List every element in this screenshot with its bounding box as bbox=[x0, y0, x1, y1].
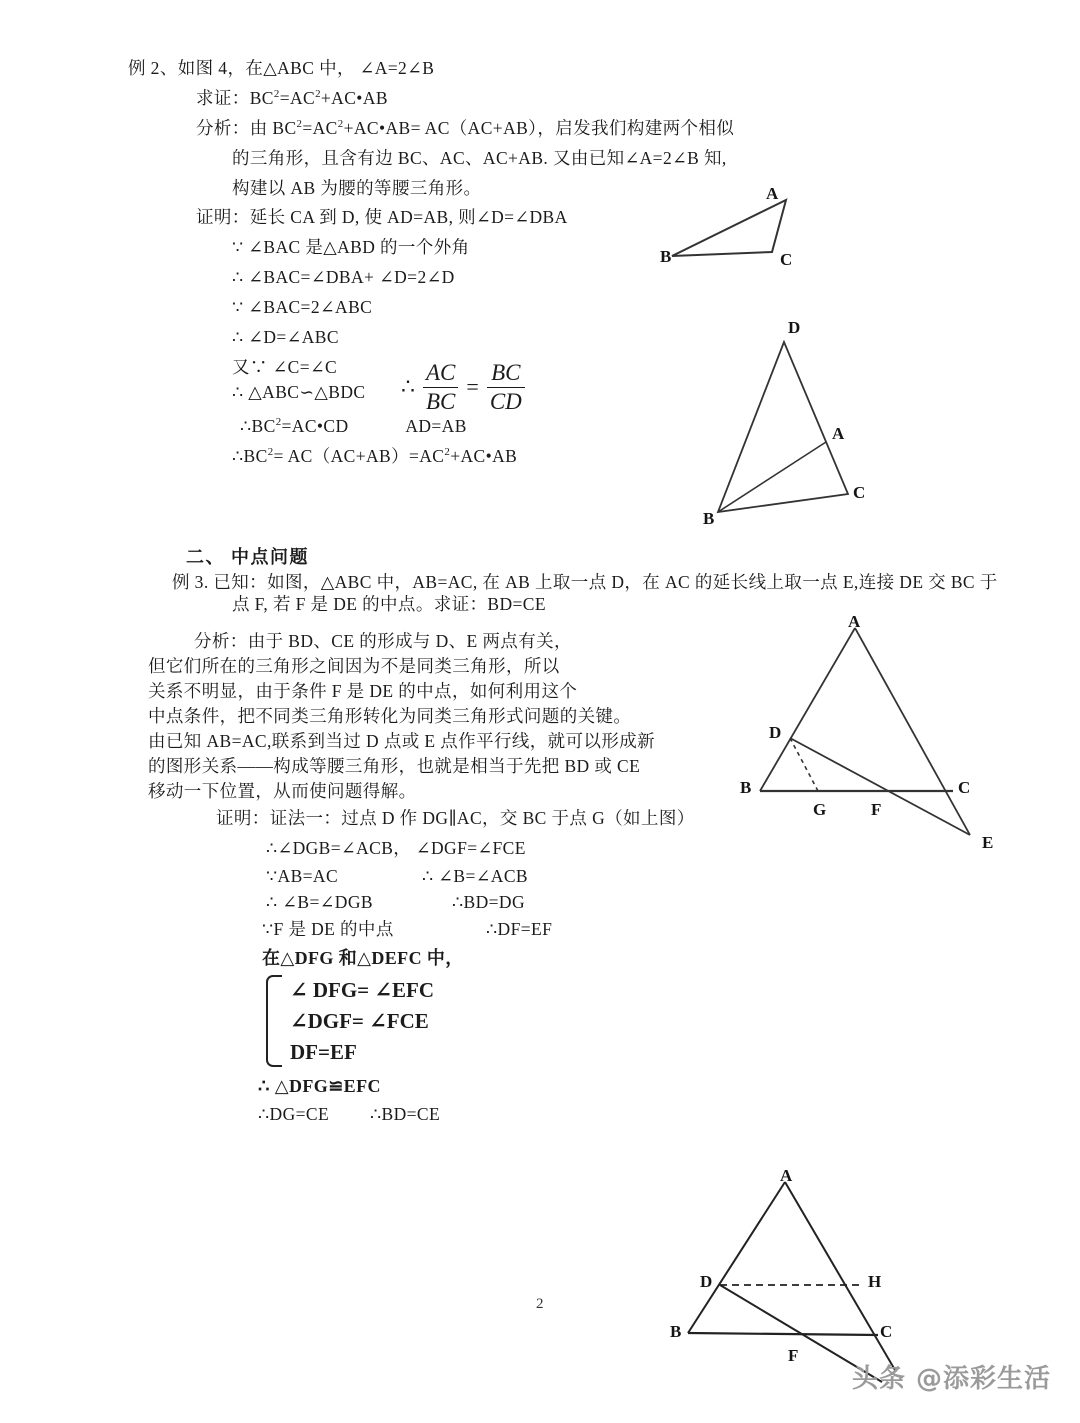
fenxi-sup2: 2 bbox=[337, 118, 344, 131]
fig4-label-h: H bbox=[868, 1272, 882, 1291]
example3-analysis-label: 分析： bbox=[194, 631, 248, 651]
congruence-condition-system bbox=[266, 975, 434, 1067]
example3-analysis-row bbox=[194, 633, 572, 651]
example3-proof-line4b: ∴BD=DG bbox=[452, 892, 525, 912]
example3-analysis-line7: 移动一下位置，从而使问题得解。 bbox=[148, 781, 417, 801]
figure-triangle-abc-small bbox=[650, 180, 830, 280]
example3-proof-line7: ∴ △DFG≌EFC bbox=[258, 1076, 381, 1096]
system-row-3: DF=EF bbox=[290, 1040, 357, 1065]
fig3-label-f: F bbox=[871, 800, 882, 819]
fig3-label-c: C bbox=[958, 778, 971, 797]
fig2-label-b: B bbox=[703, 509, 715, 528]
fig3-label-a: A bbox=[848, 612, 861, 631]
fig1-label-a: A bbox=[766, 184, 779, 203]
line13-b: =AC•CD bbox=[281, 416, 349, 436]
system-row-1: ∠ DFG= ∠EFC bbox=[290, 978, 434, 1002]
example2-line1: 例 2、如图 4，在△ABC 中， ∠A=2∠B bbox=[128, 58, 435, 78]
qiuzheng-expr-b: =AC bbox=[279, 88, 316, 108]
qiuzheng-sup1: 2 bbox=[273, 88, 280, 101]
system-rows bbox=[290, 975, 434, 1067]
example3-analysis-line4: 中点条件，把不同类三角形转化为同类三角形式问题的关键。 bbox=[148, 706, 632, 726]
example3-proof-line3b: ∴ ∠B=∠ACB bbox=[422, 866, 528, 886]
example3-line2: 点 F, 若 F 是 DE 的中点。求证：BD=CE bbox=[232, 594, 546, 614]
figure-triangle-abc-dhf bbox=[670, 1170, 960, 1390]
line14-c: +AC•AB bbox=[450, 446, 518, 466]
fig1-label-c: C bbox=[780, 250, 793, 269]
fenxi-expr-b: =AC bbox=[302, 118, 338, 138]
example2-line8: ∴ ∠BAC=∠DBA+ ∠D=2∠D bbox=[232, 267, 455, 287]
example3-proof-line2: ∴∠DGB=∠ACB， ∠DGF=∠FCE bbox=[266, 838, 526, 858]
section2-heading: 二、 中点问题 bbox=[186, 547, 309, 567]
line14-b: = AC（AC+AB）=AC bbox=[273, 446, 445, 466]
fraction-bc-cd bbox=[487, 360, 525, 415]
line14-sup2: 2 bbox=[444, 446, 451, 459]
example2-line13 bbox=[240, 418, 467, 436]
fig4-label-c: C bbox=[880, 1322, 893, 1341]
fig4-label-f: F bbox=[788, 1346, 799, 1365]
proportion-equation bbox=[400, 360, 525, 415]
example2-line9: ∵ ∠BAC=2∠ABC bbox=[232, 297, 373, 317]
fenxi-sup1: 2 bbox=[296, 118, 303, 131]
example2-line10: ∴ ∠D=∠ABC bbox=[232, 327, 339, 347]
example3-analysis-line5: 由已知 AB=AC,联系到当过 D 点或 E 点作平行线，就可以形成新 bbox=[148, 731, 656, 751]
example2-line7: ∵ ∠BAC 是△ABD 的一个外角 bbox=[232, 237, 470, 257]
fraction-denominator-cd: CD bbox=[487, 387, 525, 415]
fraction-numerator-bc: BC bbox=[491, 360, 521, 385]
fig3-label-e: E bbox=[982, 833, 994, 852]
example3-proof-line5b: ∴DF=EF bbox=[486, 919, 553, 939]
example2-fenxi-row bbox=[196, 120, 734, 138]
fenxi-expr-a: 由 BC bbox=[249, 118, 297, 138]
example3-proof-line8b: ∴BD=CE bbox=[370, 1104, 441, 1124]
line13-a: ∴BC bbox=[240, 416, 276, 436]
example2-line14 bbox=[232, 448, 517, 466]
watermark-text: 头条 @添彩生活 bbox=[852, 1364, 1052, 1394]
system-row-2: ∠DGF= ∠FCE bbox=[290, 1009, 429, 1034]
zhengming-label: 证明： bbox=[196, 207, 250, 227]
example3-analysis-line1: 由于 BD、CE 的形成与 D、E 两点有关， bbox=[247, 631, 572, 651]
zhengming-text: 延长 CA 到 D, 使 AD=AB, 则∠D=∠DBA bbox=[249, 207, 568, 227]
line13-sup: 2 bbox=[275, 416, 282, 429]
qiuzheng-sup2: 2 bbox=[315, 88, 321, 101]
example2-line4: 的三角形，且含有边 BC、AC、AC+AB. 又由已知∠A=2∠B 知, bbox=[232, 148, 727, 168]
example3-proof-line5a: ∵F 是 DE 的中点 bbox=[262, 919, 394, 939]
fig2-label-d: D bbox=[788, 318, 801, 337]
fig3-label-d: D bbox=[769, 723, 782, 742]
example2-line5: 构建以 AB 为腰的等腰三角形。 bbox=[232, 178, 482, 198]
fig3-label-g: G bbox=[813, 800, 827, 819]
qiuzheng-expr-a: BC bbox=[249, 88, 274, 108]
fig3-label-b: B bbox=[740, 778, 752, 797]
example3-analysis-line3: 关系不明显，由于条件 F 是 DE 的中点，如何利用这个 bbox=[148, 681, 578, 701]
fig2-label-a: A bbox=[832, 424, 845, 443]
fig4-label-d: D bbox=[700, 1272, 713, 1291]
qiuzheng-expr-c: +AC•AB bbox=[320, 88, 388, 108]
fig4-label-a: A bbox=[780, 1166, 793, 1185]
left-brace bbox=[266, 975, 282, 1067]
example2-line11: 又∵ ∠C=∠C bbox=[232, 357, 338, 377]
example2-line12: ∴ △ABC∽△BDC bbox=[232, 382, 366, 402]
example3-proof-line8a: ∴DG=CE bbox=[258, 1104, 330, 1124]
example3-analysis-line6: 的图形关系——构成等腰三角形，也就是相当于先把 BD 或 CE bbox=[148, 756, 641, 776]
qiuzheng-label: 求证： bbox=[196, 88, 250, 108]
example3-analysis-line2: 但它们所在的三角形之间因为不是同类三角形，所以 bbox=[148, 656, 560, 676]
example3-proof-line1: 证明：证法一：过点 D 作 DG∥AC，交 BC 于点 G（如上图） bbox=[216, 808, 695, 828]
example3-proof-line4a: ∴ ∠B=∠DGB bbox=[266, 892, 373, 912]
example3-line1: 例 3. 已知：如图，△ABC 中，AB=AC, 在 AB 上取一点 D，在 AC 的延长线上取一点 E,连接 DE 交 BC 于 bbox=[172, 572, 998, 592]
fig4-label-b: B bbox=[670, 1322, 682, 1341]
fenxi-expr-c: +AC•AB= AC（AC+AB），启发我们构建两个相似 bbox=[343, 118, 735, 138]
therefore-symbol: ∴ bbox=[401, 374, 415, 400]
fraction-numerator-ac: AC bbox=[426, 360, 456, 385]
example2-qiuzheng-row bbox=[196, 90, 388, 108]
fig2-label-c: C bbox=[853, 483, 866, 502]
example3-proof-line6: 在△DFG 和△DEFC 中， bbox=[262, 948, 464, 968]
equals-symbol: = bbox=[466, 374, 479, 400]
fraction-denominator-bc: BC bbox=[423, 387, 458, 415]
line14-sup1: 2 bbox=[267, 446, 274, 459]
example2-zhengming-row bbox=[196, 209, 568, 227]
fraction-ac-bc bbox=[423, 360, 458, 415]
fenxi-label: 分析： bbox=[196, 118, 250, 138]
example3-proof-line3a: ∵AB=AC bbox=[266, 866, 339, 886]
fig1-label-b: B bbox=[660, 247, 672, 266]
line13-c: AD=AB bbox=[405, 416, 467, 436]
line14-a: ∴BC bbox=[232, 446, 268, 466]
page-number: 2 bbox=[536, 1296, 544, 1312]
